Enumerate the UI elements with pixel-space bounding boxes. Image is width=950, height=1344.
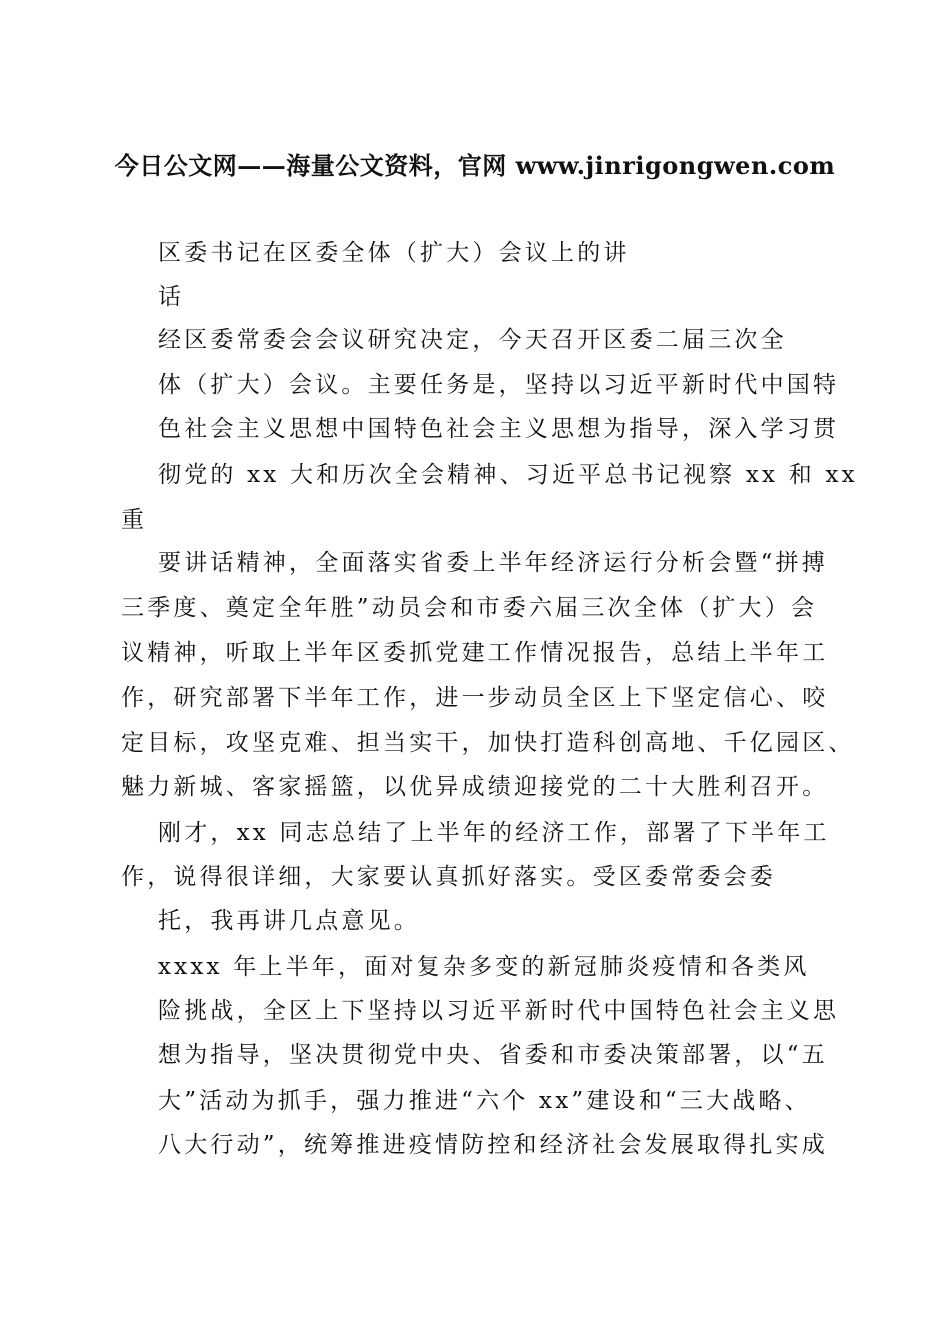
body-line: 作，研究部署下半年工作，进一步动员全区上下坚定信心、咬 xyxy=(121,685,829,711)
body-line: 险挑战，全区上下坚持以习近平新时代中国特色社会主义思 xyxy=(158,998,840,1024)
body-line: 彻党的 xx 大和历次全会精神、习近平总书记视察 xx 和 xx xyxy=(158,462,858,488)
body-line: 大”活动为抓手，强力推进“六个 xx”建设和“三大战略、 xyxy=(158,1088,811,1114)
body-line: 八大行动”，统筹推进疫情防控和经济社会发展取得扎实成 xyxy=(158,1132,828,1158)
body-line: 定目标，攻坚克难、担当实干，加快打造科创高地、千亿园区、 xyxy=(121,730,855,756)
body-line: 托，我再讲几点意见。 xyxy=(158,908,420,934)
body-line: 色社会主义思想中国特色社会主义思想为指导，深入学习贯 xyxy=(158,416,840,442)
body-line: 体（扩大）会议。主要任务是，坚持以习近平新时代中国特 xyxy=(158,372,840,398)
body-line: 议精神，听取上半年区委抓党建工作情况报告，总结上半年工 xyxy=(121,640,829,666)
body-line: 刚才，xx 同志总结了上半年的经济工作，部署了下半年工 xyxy=(158,820,830,846)
body-line: 三季度、奠定全年胜”动员会和市委六届三次全体（扩大）会 xyxy=(121,595,818,621)
body-line: 作，说得很详细，大家要认真抓好落实。受区委常委会委 xyxy=(121,864,776,890)
body-line: 经区委常委会会议研究决定，今天召开区委二届三次全 xyxy=(158,327,787,353)
body-line: 魅力新城、客家摇篮，以优异成绩迎接党的二十大胜利召开。 xyxy=(121,774,829,800)
header-banner: 今日公文网——海量公文资料，官网 www.jinrigongwen.com xyxy=(114,151,836,180)
body-line: 话 xyxy=(158,284,185,310)
body-line: 重 xyxy=(121,507,148,533)
body-line: 要讲话精神，全面落实省委上半年经济运行分析会暨“拼搏 xyxy=(158,550,828,576)
body-line: 区委书记在区委全体（扩大）会议上的讲 xyxy=(158,240,630,266)
body-line: xxxx 年上半年，面对复杂多变的新冠肺炎疫情和各类风 xyxy=(158,954,810,980)
body-line: 想为指导，坚决贯彻党中央、省委和市委决策部署，以“五 xyxy=(158,1042,828,1068)
